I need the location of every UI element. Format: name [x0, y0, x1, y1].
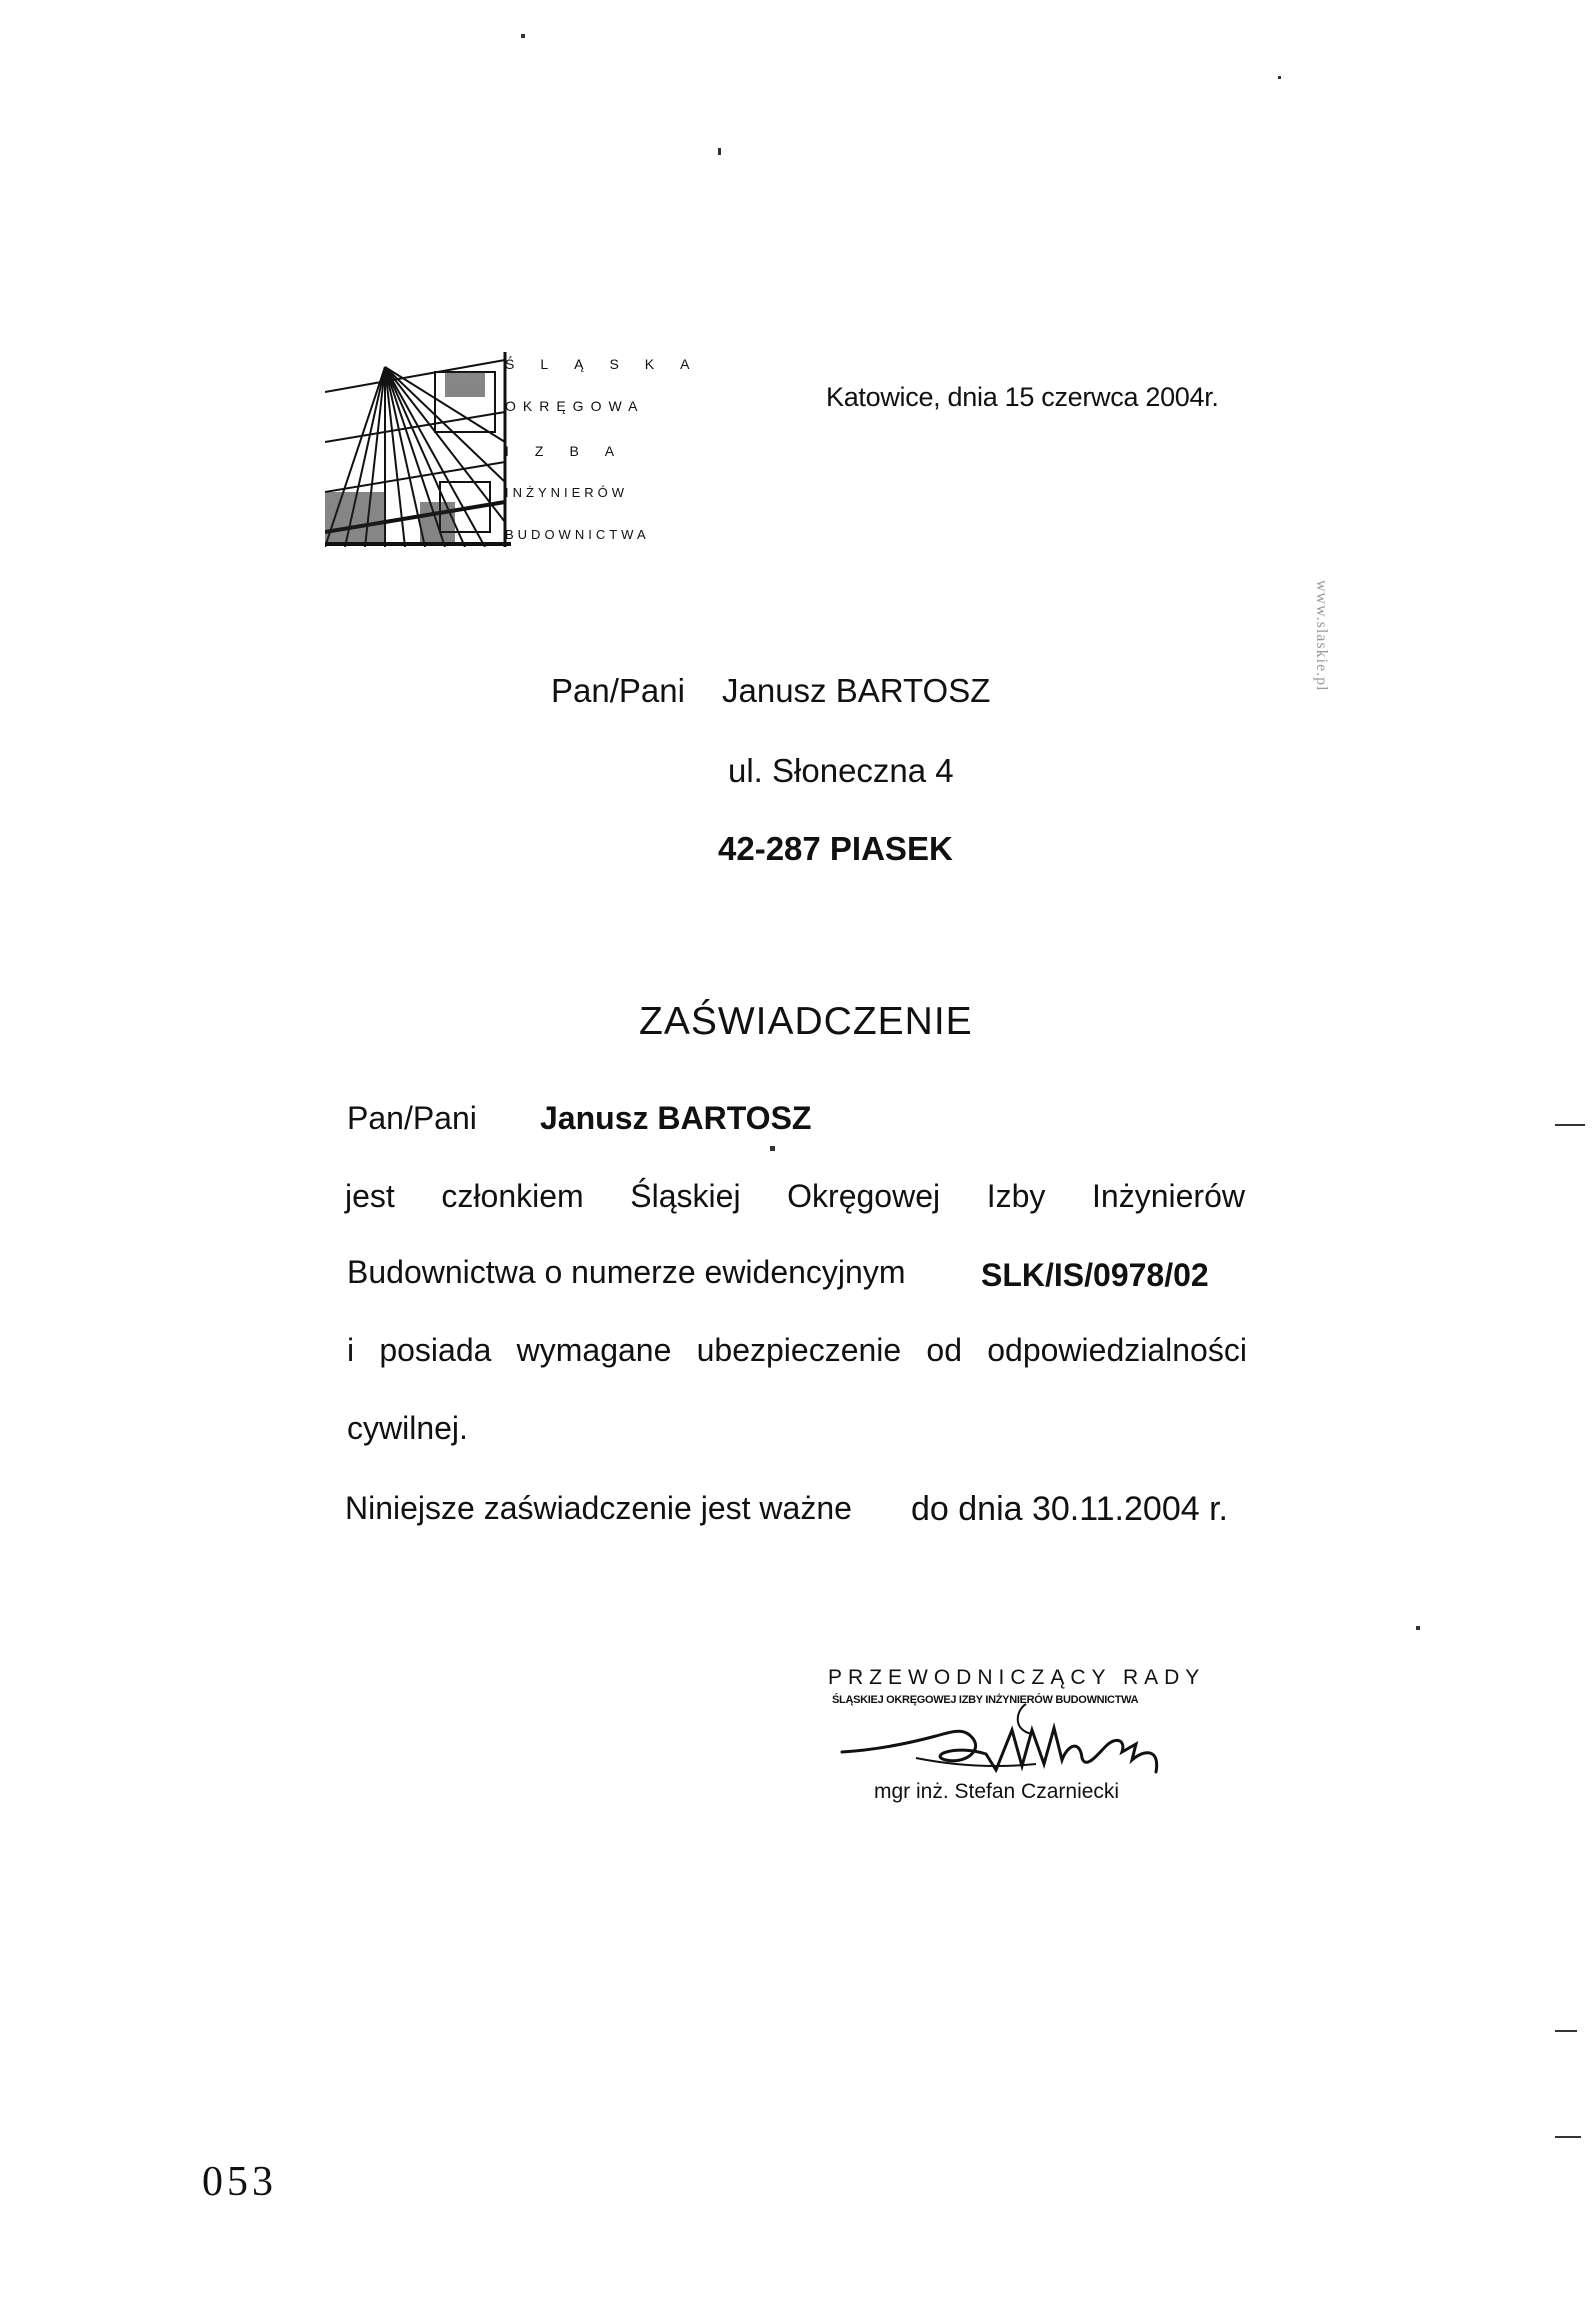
insurance-word: wymagane — [516, 1332, 672, 1368]
insurance-line — [347, 1332, 1247, 1369]
insurance-word: odpowiedzialności — [987, 1332, 1247, 1368]
membership-word: jest — [345, 1178, 395, 1214]
place-and-date: Katowice, dnia 15 czerwca 2004r. — [826, 382, 1219, 412]
signer-name: mgr inż. Stefan Czarniecki — [874, 1780, 1120, 1803]
scan-speck — [1555, 1124, 1585, 1126]
membership-word: Okręgowej — [787, 1178, 941, 1214]
insurance-word: od — [926, 1332, 963, 1368]
person-label: Pan/Pani — [347, 1100, 477, 1136]
stamp-organization: ŚLĄSKIEJ OKRĘGOWEJ IZBY INŻYNIERÓW BUDOWNICTWA — [832, 1694, 1139, 1706]
registration-number: SLK/IS/0978/02 — [981, 1257, 1209, 1293]
address-city: 42-287 PIASEK — [718, 830, 953, 867]
insurance-word: ubezpieczenie — [696, 1332, 902, 1368]
insurance-line-end: cywilnej. — [347, 1410, 468, 1446]
validity-text: Niniejsze zaświadczenie jest ważne — [345, 1490, 852, 1526]
address-label: Pan/Pani — [551, 672, 685, 709]
logo-text-line-4: INŻYNIERÓW — [505, 485, 629, 500]
scan-speck — [1416, 1626, 1420, 1630]
margin-scan-text: www.slaskie.pl — [1313, 580, 1330, 692]
logo-text-line-2: OKRĘGOWA — [505, 398, 645, 414]
scan-speck — [718, 148, 721, 155]
membership-word: Izby — [986, 1178, 1046, 1214]
scan-speck — [770, 1146, 775, 1151]
membership-word: członkiem — [441, 1178, 584, 1214]
logo-text-line-3: IZBA — [505, 443, 641, 459]
chamber-logo-icon — [325, 352, 511, 547]
document-title: ZAŚWIADCZENIE — [639, 1000, 973, 1043]
insurance-word: posiada — [379, 1332, 492, 1368]
membership-word: Śląskiej — [630, 1178, 741, 1214]
insurance-word: i — [347, 1332, 355, 1368]
signature-icon — [836, 1700, 1206, 1788]
person-name: Janusz BARTOSZ — [540, 1100, 812, 1136]
validity-date: do dnia 30.11.2004 r. — [911, 1490, 1228, 1528]
address-name: Janusz BARTOSZ — [722, 672, 991, 709]
scan-speck — [521, 34, 525, 38]
scan-speck — [1278, 76, 1281, 79]
registration-line: Budownictwa o numerze ewidencyjnym — [347, 1254, 906, 1290]
logo-text-line-1: ŚLĄSKA — [505, 356, 716, 372]
address-street: ul. Słoneczna 4 — [728, 752, 954, 789]
stamp-title: PRZEWODNICZĄCY RADY — [828, 1666, 1206, 1689]
membership-line — [345, 1178, 1245, 1215]
scan-speck — [1555, 2136, 1581, 2138]
scan-speck — [1555, 2030, 1577, 2032]
page-number: 053 — [202, 2159, 277, 2205]
logo-text-line-5: BUDOWNICTWA — [505, 527, 650, 542]
membership-word: Inżynierów — [1092, 1178, 1245, 1214]
